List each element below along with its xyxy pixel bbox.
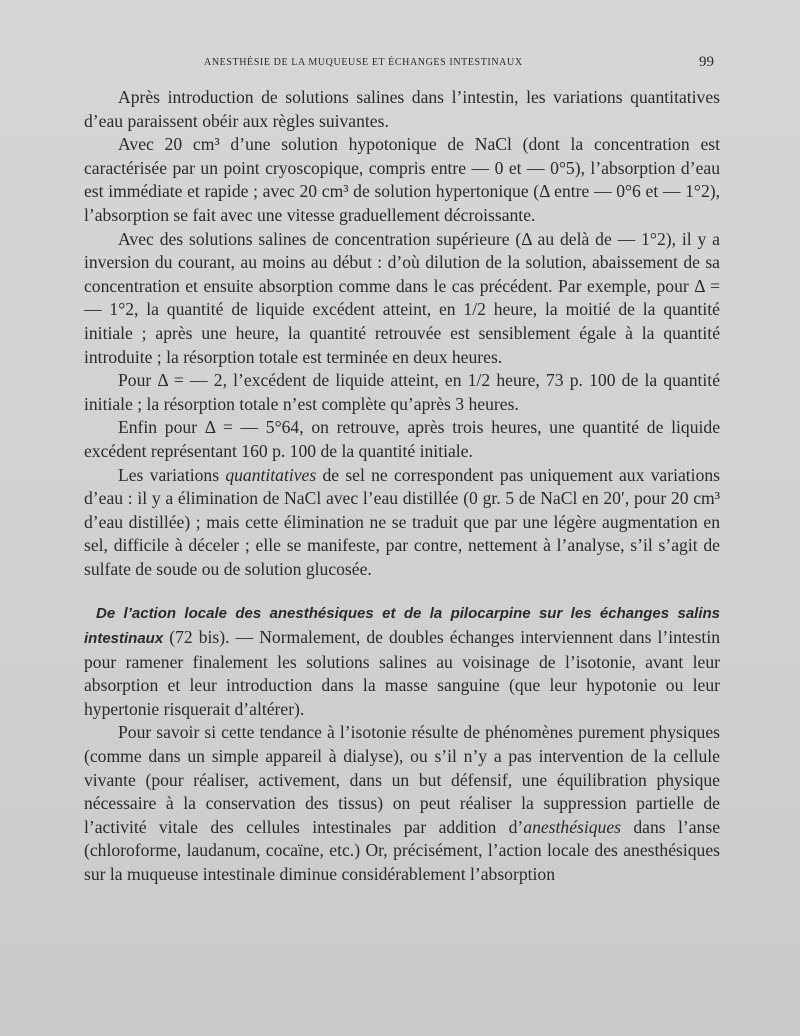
- body-text: [84, 86, 720, 887]
- section-title: De l’action locale des anesthésiques et de la pilocarpine sur les échanges salins intestinaux: [84, 605, 720, 648]
- paragraph-1: Après introduction de solutions salines dans l’intestin, les variations quantitatives d’eau paraissent obéir aux règles suivantes.: [84, 87, 720, 131]
- paragraph-8-text-a: Pour savoir si cette tendance à l’isotonie résulte de phénomènes purement physiques (comme dans un simple appareil à dialyse), ou s’il n’y a pas intervention de la cellule vivante (pour réaliser, activement, dans un but défensif, une équilibration physique nécessaire à la conservation des tissus) on peut réaliser la suppression partielle de l’activité vitale des cellules intestinales par addition d’: [84, 722, 720, 837]
- page-header: [84, 54, 724, 74]
- paragraph-6-emphasis: quantitatives: [225, 464, 317, 485]
- paragraph-6-text-b: de sel ne correspondent pas uniquement aux variations d’eau : il y a élimination de NaCl avec l’eau distillée (0 gr. 5 de NaCl en 20′, pour 20 cm³ d’eau distillée) ; mais cette élimination ne se traduit que par une légère augmentation en sel, difficile à déceler ; elle se manifeste, par contre, nettement à l’analyse, s’il s’agit de sulfate de soude ou de solution glucosée.: [84, 464, 721, 579]
- paragraph-7: [84, 601, 720, 721]
- section-reference: (72 bis).: [163, 627, 236, 648]
- paragraph-8-emphasis: anesthésiques: [523, 816, 622, 837]
- paragraph-5: Enfin pour Δ = — 5°64, on retrouve, après trois heures, une quantité de liquide excédent représentant 160 p. 100 de la quantité initiale.: [84, 417, 720, 461]
- paragraph-6: [84, 464, 720, 582]
- running-head: ANESTHÉSIE DE LA MUQUEUSE ET ÉCHANGES INTESTINAUX: [204, 57, 523, 68]
- page-number: 99: [699, 54, 714, 70]
- paragraph-2: Avec 20 cm³ d’une solution hypotonique de NaCl (dont la concentration est caractérisée par un point cryoscopique, compris entre — 0 et — 0°5), l’absorption d’eau est immédiate et rapide ; avec 20 cm³ de solution hypertonique (Δ entre — 0°6 et — 1°2), l’absorption se fait avec une vitesse graduellement décroissante.: [84, 134, 720, 225]
- paragraph-6-text-a: Les variations: [118, 464, 226, 485]
- paragraph-4: Pour Δ = — 2, l’excédent de liquide atteint, en 1/2 heure, 73 p. 100 de la quantité initiale ; la résorption totale n’est complète qu’après 3 heures.: [84, 370, 720, 414]
- paragraph-7-text: — Normalement, de doubles échanges interviennent dans l’intestin pour ramener finalement les solutions salines au voisinage de l’isotonie, avant leur absorption et leur introduction dans la masse sanguine (que leur hypotonie ou leur hypertonie risquerait d’altérer).: [84, 627, 721, 719]
- paragraph-8-text-b: dans l’anse (chloroforme, laudanum, cocaïne, etc.) Or, précisément, l’action locale des anesthésiques sur la muqueuse intestinale diminue considérablement l’absorption: [84, 816, 721, 884]
- paragraph-3: Avec des solutions salines de concentration supérieure (Δ au delà de — 1°2), il y a inversion du courant, au moins au début : d’où dilution de la solution, abaissement de sa concentration et ensuite absorption comme dans le cas précédent. Par exemple, pour Δ = — 1°2, la quantité de liquide excédent atteint, en 1/2 heure, la moitié de la quantité initiale ; après une heure, la quantité retrouvée est sensiblement égale à la quantité introduite ; la résorption totale est terminée en deux heures.: [84, 228, 720, 367]
- paragraph-8: [84, 721, 720, 886]
